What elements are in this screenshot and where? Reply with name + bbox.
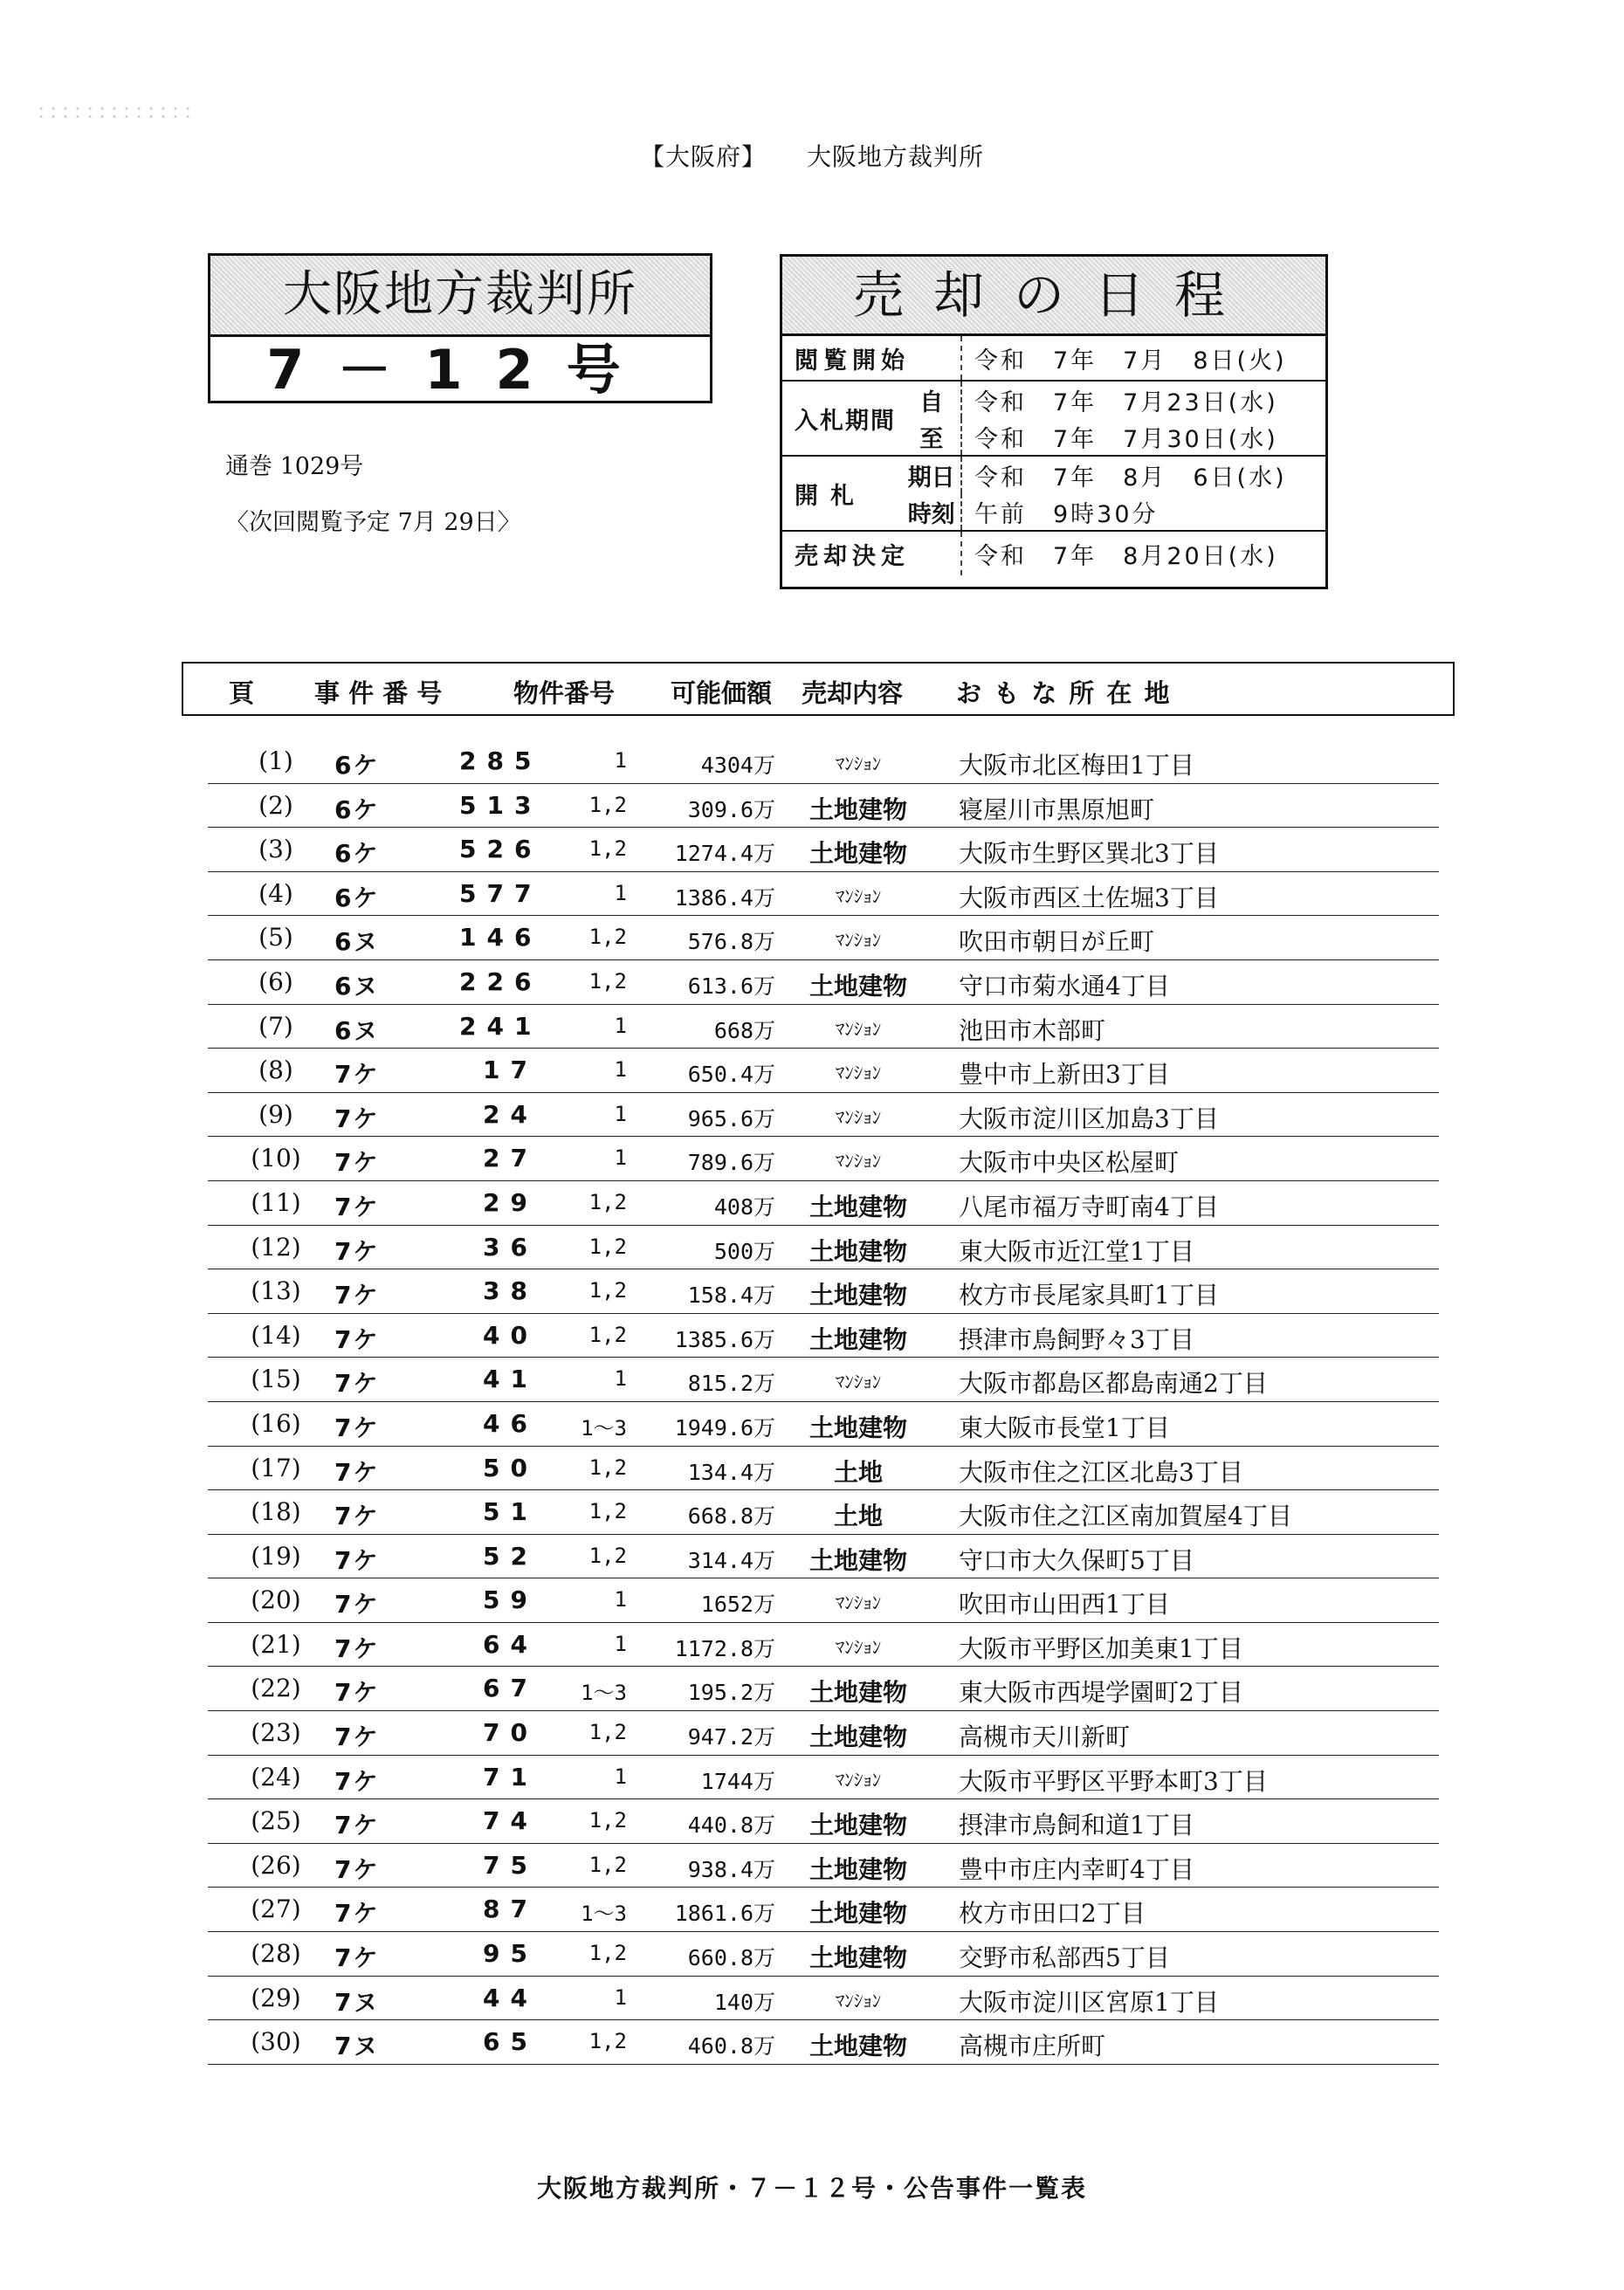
col-case-no: 事 件 番 号 (314, 678, 443, 708)
row-price: 314.4万 (687, 1547, 775, 1573)
row-price: 1172.8万 (674, 1635, 775, 1661)
row-property-no: 1 (614, 1101, 627, 1126)
row-property-no: 1 (614, 1631, 627, 1656)
opening-date-label: 期日 (902, 456, 961, 493)
row-sale-type: ﾏﾝｼｮﾝ (835, 1592, 882, 1614)
next-viewing: 〈次回閲覧予定 7月 29日〉 (225, 509, 521, 536)
row-case-number: 67 (483, 1674, 538, 1703)
table-row (208, 1711, 1439, 1756)
table-row (208, 1049, 1439, 1093)
row-page: (9) (258, 1099, 293, 1129)
row-sale-type: ﾏﾝｼｮﾝ (835, 1769, 882, 1791)
row-page: (29) (251, 1983, 301, 2012)
row-price: 1386.4万 (674, 884, 775, 911)
row-sale-type: ﾏﾝｼｮﾝ (835, 1636, 882, 1658)
row-price: 134.4万 (687, 1459, 775, 1485)
row-case-number: 50 (483, 1453, 538, 1482)
row-sale-type: 土地建物 (809, 1236, 907, 1266)
row-case-type: 6ヌ (334, 971, 380, 1001)
row-property-no: 1,2 (588, 1543, 627, 1568)
row-sale-type: ﾏﾝｼｮﾝ (835, 1018, 882, 1040)
row-price: 1274.4万 (674, 841, 775, 867)
row-page: (15) (251, 1365, 301, 1394)
row-property-no: 1 (614, 1587, 627, 1613)
row-price: 1949.6万 (674, 1414, 775, 1441)
row-case-type: 7ケ (334, 1413, 380, 1442)
schedule-title: 売却の日程 (782, 257, 1325, 336)
row-case-number: 44 (483, 1983, 538, 2012)
row-page: (25) (251, 1806, 301, 1836)
table-row (208, 916, 1439, 960)
schedule-table (782, 336, 1325, 575)
row-case-type: 7ヌ (334, 2032, 380, 2061)
row-sale-type: ﾏﾝｼｮﾝ (835, 1151, 882, 1173)
row-location: 守口市菊水通4丁目 (959, 971, 1170, 1001)
row-sale-type: 土地建物 (809, 1723, 907, 1752)
bid-to-label: 至 (919, 425, 944, 453)
row-property-no: 1 (614, 1764, 627, 1789)
row-price: 660.8万 (687, 1945, 775, 1971)
row-price: 1744万 (700, 1768, 775, 1794)
row-case-type: 6ケ (334, 751, 380, 780)
row-page: (27) (251, 1895, 301, 1924)
row-case-type: 7ケ (334, 1811, 380, 1840)
row-page: (20) (251, 1585, 301, 1615)
row-sale-type: ﾏﾝｼｮﾝ (835, 930, 882, 952)
row-case-number: 526 (459, 835, 542, 864)
row-sale-type: ﾏﾝｼｮﾝ (835, 1990, 882, 2011)
table-row (208, 1667, 1439, 1711)
row-sale-type: 土地建物 (809, 2032, 907, 2061)
table-row (208, 784, 1439, 829)
row-case-type: 7ケ (334, 1104, 380, 1133)
table-row (208, 1269, 1439, 1314)
row-case-type: 7ケ (334, 1899, 380, 1929)
row-page: (5) (258, 923, 293, 952)
row-price: 309.6万 (687, 796, 775, 822)
row-location: 大阪市生野区巽北3丁目 (959, 839, 1219, 869)
row-location: 東大阪市西堤学園町2丁目 (959, 1678, 1243, 1708)
row-location: 枚方市長尾家具町1丁目 (959, 1281, 1219, 1310)
row-page: (18) (251, 1497, 301, 1527)
table-row (208, 1005, 1439, 1049)
row-location: 吹田市朝日が丘町 (959, 927, 1155, 957)
row-case-number: 38 (483, 1276, 538, 1306)
row-location: 高槻市庄所町 (959, 2032, 1106, 2061)
row-case-number: 27 (483, 1144, 538, 1173)
row-location: 高槻市天川新町 (959, 1723, 1131, 1752)
row-sale-type: 土地建物 (809, 1545, 907, 1575)
row-price: 440.8万 (687, 1812, 775, 1839)
opening-time-label: 時刻 (907, 500, 955, 528)
row-case-number: 71 (483, 1762, 538, 1791)
row-price: 1385.6万 (674, 1326, 775, 1352)
row-case-type: 7ケ (334, 1590, 380, 1620)
row-case-type: 6ケ (334, 794, 380, 824)
row-property-no: 1 (614, 1145, 627, 1171)
row-case-number: 513 (459, 790, 542, 820)
row-case-number: 29 (483, 1187, 538, 1217)
row-location: 東大阪市長堂1丁目 (959, 1413, 1170, 1442)
row-case-type: 6ケ (334, 839, 380, 869)
row-location: 摂津市鳥飼野々3丁目 (959, 1324, 1194, 1354)
table-row (208, 1314, 1439, 1358)
row-property-no: 1,2 (588, 1808, 627, 1833)
table-row (208, 872, 1439, 917)
row-case-number: 226 (459, 966, 542, 996)
row-case-type: 7ケ (334, 1369, 380, 1399)
col-property-no: 物件番号 (513, 678, 616, 708)
row-price: 965.6万 (687, 1105, 775, 1131)
row-page: (2) (258, 790, 293, 820)
row-case-type: 7ケ (334, 1943, 380, 1973)
row-case-number: 59 (483, 1585, 538, 1615)
bid-from-value: 令和 7年 7月23日(水) (961, 381, 1325, 418)
row-page: (6) (258, 966, 293, 996)
row-case-type: 7ケ (334, 1723, 380, 1752)
row-page: (14) (251, 1320, 301, 1350)
row-sale-type: 土地建物 (809, 1854, 907, 1884)
row-price: 1861.6万 (674, 1901, 775, 1927)
row-location: 大阪市平野区加美東1丁目 (959, 1633, 1243, 1663)
row-property-no: 1 (614, 1366, 627, 1392)
volume-number: 通巻 1029号 (225, 453, 364, 480)
page-header (0, 138, 1624, 173)
row-page: (24) (251, 1762, 301, 1791)
row-sale-type: 土地建物 (809, 1192, 907, 1221)
table-row (208, 1932, 1439, 1977)
row-case-number: 41 (483, 1365, 538, 1394)
row-page: (28) (251, 1939, 301, 1969)
row-sale-type: 土地建物 (809, 1899, 907, 1929)
row-case-number: 70 (483, 1718, 538, 1748)
row-price: 408万 (713, 1193, 775, 1220)
table-row (208, 1578, 1439, 1623)
row-location: 守口市大久保町5丁目 (959, 1545, 1194, 1575)
row-sale-type: ﾏﾝｼｮﾝ (835, 753, 882, 774)
row-page: (1) (258, 746, 293, 775)
decision-label: 売却決定 (782, 531, 961, 575)
row-sale-type: 土地建物 (809, 971, 907, 1001)
row-location: 池田市木部町 (959, 1015, 1106, 1045)
row-page: (8) (258, 1056, 293, 1085)
row-location: 大阪市平野区平野本町3丁目 (959, 1766, 1268, 1796)
row-case-number: 87 (483, 1895, 538, 1924)
row-property-no: 1,2 (588, 836, 627, 862)
row-case-number: 75 (483, 1850, 538, 1880)
row-location: 交野市私部西5丁目 (959, 1943, 1170, 1973)
row-case-type: 7ケ (334, 1148, 380, 1178)
row-sale-type: 土地建物 (809, 1324, 907, 1354)
row-page: (13) (251, 1276, 301, 1306)
decision-value: 令和 7年 8月20日(水) (961, 531, 1325, 575)
row-sale-type: 土地 (833, 1457, 883, 1487)
row-property-no: 1,2 (588, 1454, 627, 1480)
row-case-type: 7ケ (334, 1766, 380, 1796)
row-case-type: 7ケ (334, 1281, 380, 1310)
row-property-no: 1,2 (588, 2029, 627, 2054)
row-case-type: 7ケ (334, 1502, 380, 1531)
row-page: (22) (251, 1674, 301, 1703)
row-location: 寝屋川市黒原旭町 (959, 794, 1155, 824)
row-property-no: 1,2 (588, 1852, 627, 1877)
table-row (208, 1358, 1439, 1402)
row-case-number: 64 (483, 1629, 538, 1659)
row-price: 938.4万 (687, 1856, 775, 1882)
row-property-no: 1～3 (581, 1415, 627, 1441)
row-page: (17) (251, 1453, 301, 1482)
row-price: 668.8万 (687, 1503, 775, 1530)
row-property-no: 1,2 (588, 925, 627, 950)
row-price: 500万 (713, 1238, 775, 1264)
court-name: 大阪地方裁判所 (210, 256, 710, 337)
row-case-number: 52 (483, 1541, 538, 1571)
row-page: (30) (251, 2027, 301, 2057)
table-row (208, 1093, 1439, 1138)
table-row (208, 1623, 1439, 1668)
row-price: 613.6万 (687, 973, 775, 999)
row-price: 815.2万 (687, 1371, 775, 1397)
row-case-number: 577 (459, 878, 542, 908)
opening-time-value: 午前 9時30分 (961, 493, 1325, 531)
row-case-number: 146 (459, 923, 542, 952)
row-price: 789.6万 (687, 1150, 775, 1176)
case-list (208, 739, 1439, 2065)
row-case-number: 36 (483, 1232, 538, 1262)
row-location: 大阪市中央区松屋町 (959, 1148, 1180, 1178)
row-case-type: 7ケ (334, 1678, 380, 1708)
table-row (208, 1535, 1439, 1579)
table-row (208, 1181, 1439, 1226)
opening-label: 開札 (782, 456, 902, 531)
row-property-no: 1,2 (588, 1278, 627, 1303)
row-case-type: 7ケ (334, 1545, 380, 1575)
table-row (208, 2020, 1439, 2065)
row-case-number: 285 (459, 746, 542, 775)
row-sale-type: ﾏﾝｼｮﾝ (835, 1106, 882, 1128)
table-row (208, 960, 1439, 1005)
row-case-type: 7ケ (334, 1854, 380, 1884)
row-property-no: 1 (614, 1057, 627, 1083)
court-label: 大阪地方裁判所 (806, 142, 984, 171)
row-case-type: 7ケ (334, 1060, 380, 1090)
issue-number: 7－12号 (266, 338, 654, 402)
table-row (208, 1402, 1439, 1447)
row-location: 大阪市都島区都島南通2丁目 (959, 1369, 1268, 1399)
bid-to-value: 令和 7年 7月30日(水) (961, 418, 1325, 456)
row-price: 1652万 (700, 1592, 775, 1618)
viewing-label: 閲覧開始 (795, 347, 910, 375)
row-case-number: 65 (483, 2027, 538, 2057)
row-sale-type: 土地建物 (809, 1413, 907, 1442)
table-row (208, 1888, 1439, 1932)
table-row (208, 1447, 1439, 1491)
row-property-no: 1 (614, 1013, 627, 1038)
row-case-number: 24 (483, 1099, 538, 1129)
row-price: 668万 (713, 1017, 775, 1043)
row-price: 947.2万 (687, 1724, 775, 1750)
row-sale-type: 土地建物 (809, 1811, 907, 1840)
bid-from-label: 自 (902, 381, 961, 418)
row-price: 650.4万 (687, 1062, 775, 1088)
row-property-no: 1,2 (588, 1499, 627, 1524)
row-sale-type: 土地 (833, 1502, 883, 1531)
row-case-type: 7ケ (334, 1633, 380, 1663)
row-location: 豊中市上新田3丁目 (959, 1060, 1170, 1090)
row-location: 大阪市住之江区北島3丁目 (959, 1457, 1243, 1487)
row-sale-type: 土地建物 (809, 1943, 907, 1973)
row-location: 東大阪市近江堂1丁目 (959, 1236, 1194, 1266)
opening-date-value: 令和 7年 8月 6日(水) (961, 456, 1325, 493)
col-type: 売却内容 (802, 678, 904, 708)
row-case-number: 241 (459, 1011, 542, 1041)
row-case-number: 46 (483, 1408, 538, 1438)
row-property-no: 1～3 (581, 1681, 627, 1706)
row-price: 460.8万 (687, 2033, 775, 2060)
table-row (208, 1137, 1439, 1181)
row-page: (23) (251, 1718, 301, 1748)
row-case-type: 6ヌ (334, 927, 380, 957)
table-row (208, 1977, 1439, 2021)
row-case-number: 17 (483, 1056, 538, 1085)
row-page: (12) (251, 1232, 301, 1262)
row-property-no: 1,2 (588, 792, 627, 817)
row-property-no: 1 (614, 748, 627, 773)
row-location: 大阪市北区梅田1丁目 (959, 751, 1194, 780)
table-row (208, 1490, 1439, 1535)
row-page: (10) (251, 1144, 301, 1173)
viewing-value: 令和 7年 7月 8日(火) (961, 336, 1325, 381)
row-location: 摂津市鳥飼和道1丁目 (959, 1811, 1194, 1840)
row-location: 豊中市庄内幸町4丁目 (959, 1854, 1194, 1884)
row-property-no: 1,2 (588, 968, 627, 994)
row-case-type: 7ケ (334, 1192, 380, 1221)
row-case-type: 7ヌ (334, 1987, 380, 2017)
table-row (208, 828, 1439, 872)
column-header (182, 662, 1455, 716)
row-sale-type: 土地建物 (809, 839, 907, 869)
row-property-no: 1 (614, 1984, 627, 2010)
table-row (208, 1756, 1439, 1800)
row-location: 大阪市住之江区南加賀屋4丁目 (959, 1502, 1292, 1531)
row-property-no: 1,2 (588, 1720, 627, 1745)
row-property-no: 1,2 (588, 1941, 627, 1966)
table-row (208, 1844, 1439, 1888)
row-page: (11) (251, 1187, 301, 1217)
row-case-type: 7ケ (334, 1236, 380, 1266)
table-row (208, 1226, 1439, 1270)
row-sale-type: 土地建物 (809, 1678, 907, 1708)
row-price: 4304万 (700, 753, 775, 778)
row-case-number: 74 (483, 1806, 538, 1836)
row-sale-type: 土地建物 (809, 794, 907, 824)
row-property-no: 1 (614, 880, 627, 905)
row-case-number: 40 (483, 1320, 538, 1350)
row-sale-type: ﾏﾝｼｮﾝ (835, 1372, 882, 1393)
row-location: 大阪市西区土佐堀3丁目 (959, 883, 1219, 912)
row-case-type: 6ヌ (334, 1015, 380, 1045)
row-case-type: 7ケ (334, 1324, 380, 1354)
row-case-type: 7ケ (334, 1457, 380, 1487)
row-price: 195.2万 (687, 1680, 775, 1706)
col-page: 頁 (229, 678, 255, 708)
row-page: (26) (251, 1850, 301, 1880)
table-row (208, 739, 1439, 784)
row-property-no: 1～3 (581, 1901, 627, 1927)
row-location: 大阪市淀川区加島3丁目 (959, 1104, 1219, 1133)
row-sale-type: ﾏﾝｼｮﾝ (835, 1062, 882, 1084)
row-location: 枚方市田口2丁目 (959, 1899, 1146, 1929)
row-page: (21) (251, 1629, 301, 1659)
row-page: (7) (258, 1011, 293, 1041)
page-footer: 大阪地方裁判所・７－１２号・公告事件一覧表 (536, 2174, 1087, 2203)
bid-label: 入札期間 (782, 381, 902, 456)
prefecture-label: 【大阪府】 (640, 142, 767, 171)
row-price: 158.4万 (687, 1283, 775, 1309)
col-price: 可能価額 (671, 678, 773, 708)
row-page: (19) (251, 1541, 301, 1571)
col-location: お も な 所 在 地 (956, 678, 1172, 708)
row-property-no: 1,2 (588, 1322, 627, 1347)
sale-schedule (780, 254, 1328, 589)
row-page: (16) (251, 1408, 301, 1438)
row-property-no: 1,2 (588, 1234, 627, 1259)
row-case-type: 6ケ (334, 883, 380, 912)
row-sale-type: 土地建物 (809, 1281, 907, 1310)
row-page: (3) (258, 835, 293, 864)
row-sale-type: ﾏﾝｼｮﾝ (835, 885, 882, 907)
row-location: 吹田市山田西1丁目 (959, 1590, 1170, 1620)
row-location: 八尾市福万寺町南4丁目 (959, 1192, 1219, 1221)
table-row (208, 1799, 1439, 1844)
row-case-number: 95 (483, 1939, 538, 1969)
scan-noise (35, 105, 192, 122)
row-case-number: 51 (483, 1497, 538, 1527)
row-price: 140万 (713, 1989, 775, 2015)
row-price: 576.8万 (687, 929, 775, 955)
title-box (208, 253, 712, 403)
row-location: 大阪市淀川区宮原1丁目 (959, 1987, 1219, 2017)
row-property-no: 1,2 (588, 1189, 627, 1214)
row-page: (4) (258, 878, 293, 908)
